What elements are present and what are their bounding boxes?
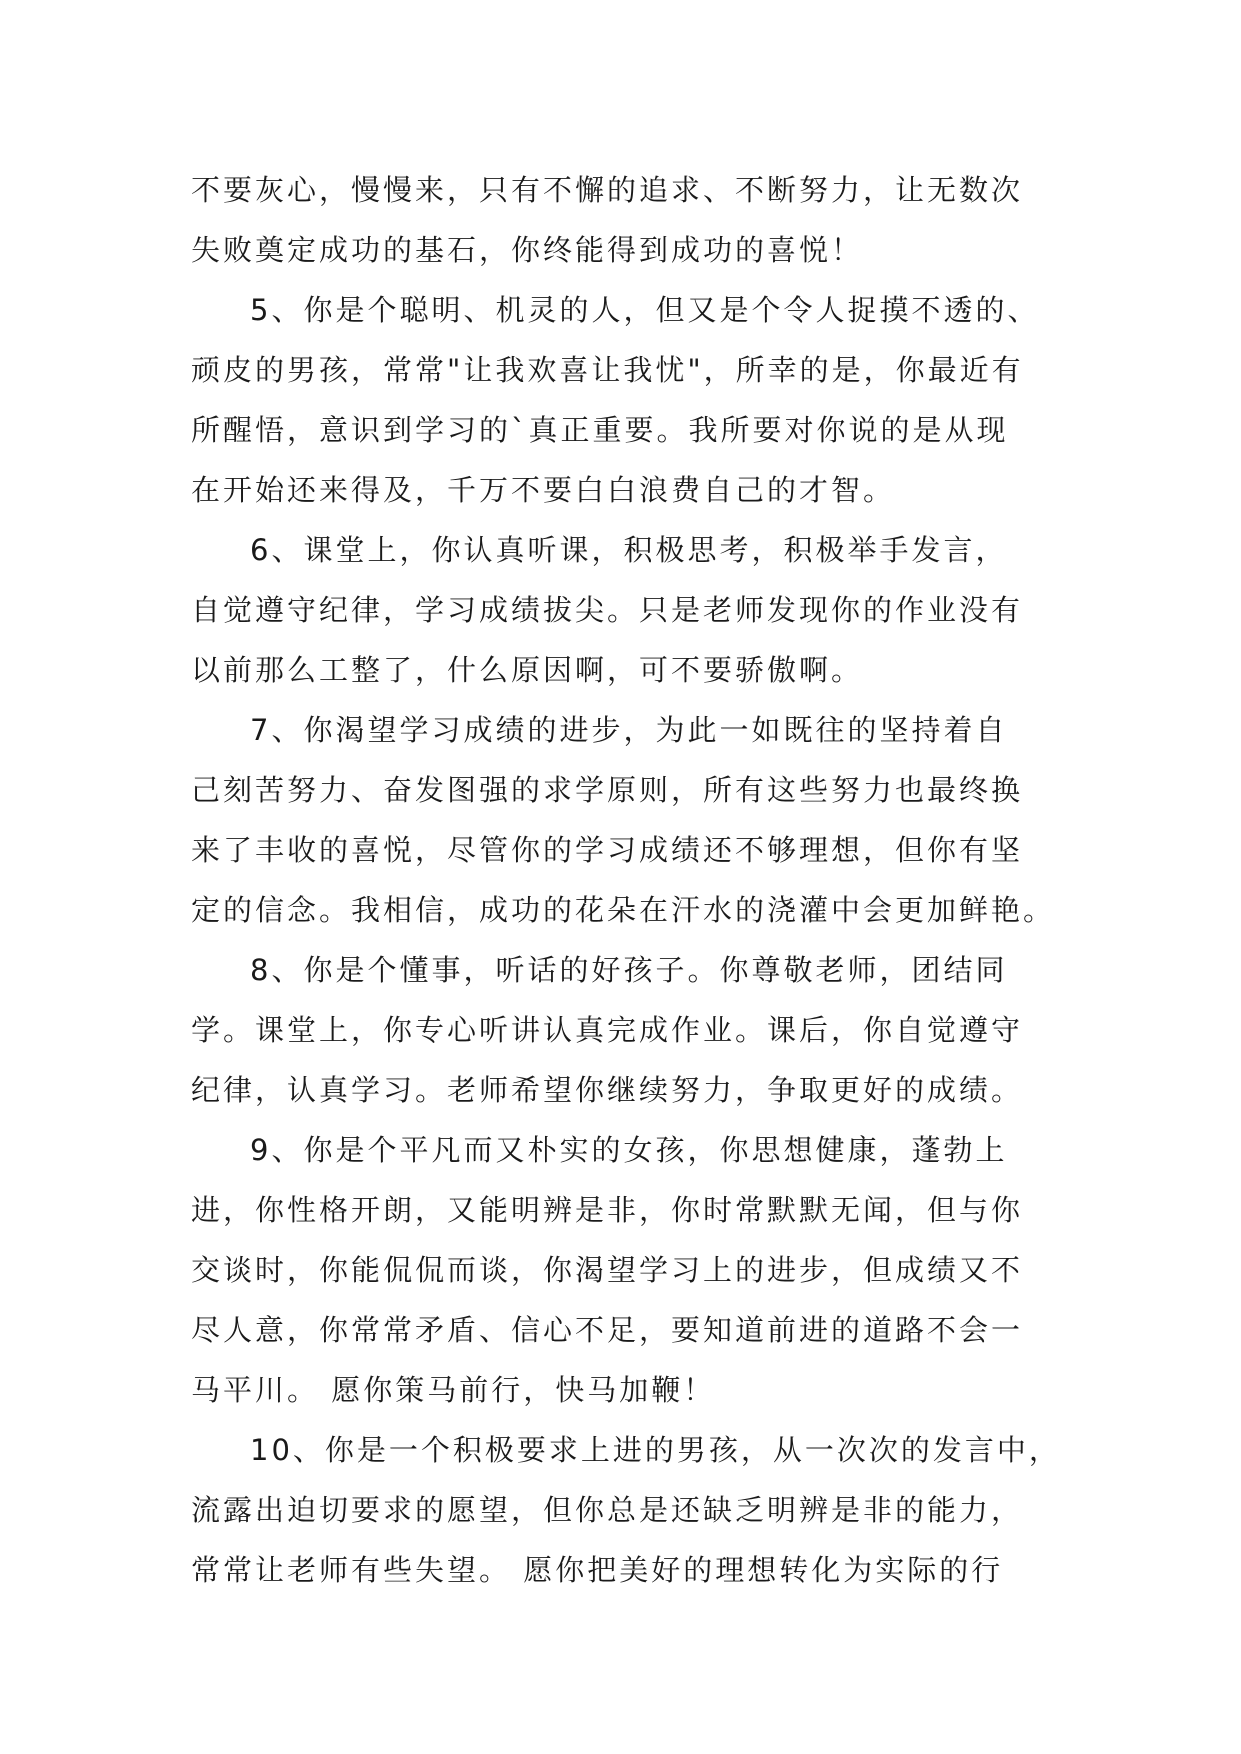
paragraph-line: 定的信念。我相信，成功的花朵在汗水的浇灌中会更加鲜艳。 [191, 893, 1056, 927]
paragraph-line: 来了丰收的喜悦，尽管你的学习成绩还不够理想，但你有坚 [191, 833, 1024, 867]
paragraph-line: 己刻苦努力、奋发图强的求学原则，所有这些努力也最终换 [191, 773, 1024, 807]
paragraph-line: 尽人意，你常常矛盾、信心不足，要知道前进的道路不会一 [191, 1313, 1024, 1347]
paragraph-first-line: 10、你是一个积极要求上进的男孩，从一次次的发言中， [250, 1433, 1061, 1467]
paragraph-first-line: 8、你是个懂事，听话的好孩子。你尊敬老师，团结同 [250, 953, 1008, 987]
paragraph-line: 马平川。 愿你策马前行，快马加鞭！ [191, 1373, 716, 1407]
paragraph-line: 自觉遵守纪律，学习成绩拔尖。只是老师发现你的作业没有 [191, 593, 1024, 627]
paragraph-line: 流露出迫切要求的愿望，但你总是还缺乏明辨是非的能力， [191, 1493, 1024, 1527]
paragraph-line: 在开始还来得及，千万不要白白浪费自己的才智。 [191, 473, 896, 507]
paragraph-line: 学。课堂上，你专心听讲认真完成作业。课后，你自觉遵守 [191, 1013, 1024, 1047]
paragraph-line: 以前那么工整了，什么原因啊，可不要骄傲啊。 [191, 653, 864, 687]
paragraph-line: 常常让老师有些失望。 愿你把美好的理想转化为实际的行 [191, 1553, 1004, 1587]
paragraph-first-line: 6、课堂上，你认真听课，积极思考，积极举手发言， [250, 533, 1008, 567]
paragraph-line: 顽皮的男孩，常常"让我欢喜让我忧"，所幸的是，你最近有 [191, 353, 1024, 387]
document-body [191, 160, 1071, 1600]
paragraph-line: 所醒悟，意识到学习的`真正重要。我所要对你说的是从现 [191, 413, 1009, 447]
paragraph-first-line: 5、你是个聪明、机灵的人，但又是个令人捉摸不透的、 [250, 293, 1040, 327]
paragraph-line: 交谈时，你能侃侃而谈，你渴望学习上的进步，但成绩又不 [191, 1253, 1024, 1287]
paragraph-line: 纪律，认真学习。老师希望你继续努力，争取更好的成绩。 [191, 1073, 1024, 1107]
paragraph-line: 进，你性格开朗，又能明辨是非，你时常默默无闻，但与你 [191, 1193, 1024, 1227]
paragraph-line: 不要灰心，慢慢来，只有不懈的追求、不断努力，让无数次 [191, 173, 1024, 207]
paragraph-line: 失败奠定成功的基石，你终能得到成功的喜悦！ [191, 233, 864, 267]
paragraph-first-line: 9、你是个平凡而又朴实的女孩，你思想健康，蓬勃上 [250, 1133, 1008, 1167]
paragraph-first-line: 7、你渴望学习成绩的进步，为此一如既往的坚持着自 [250, 713, 1008, 747]
